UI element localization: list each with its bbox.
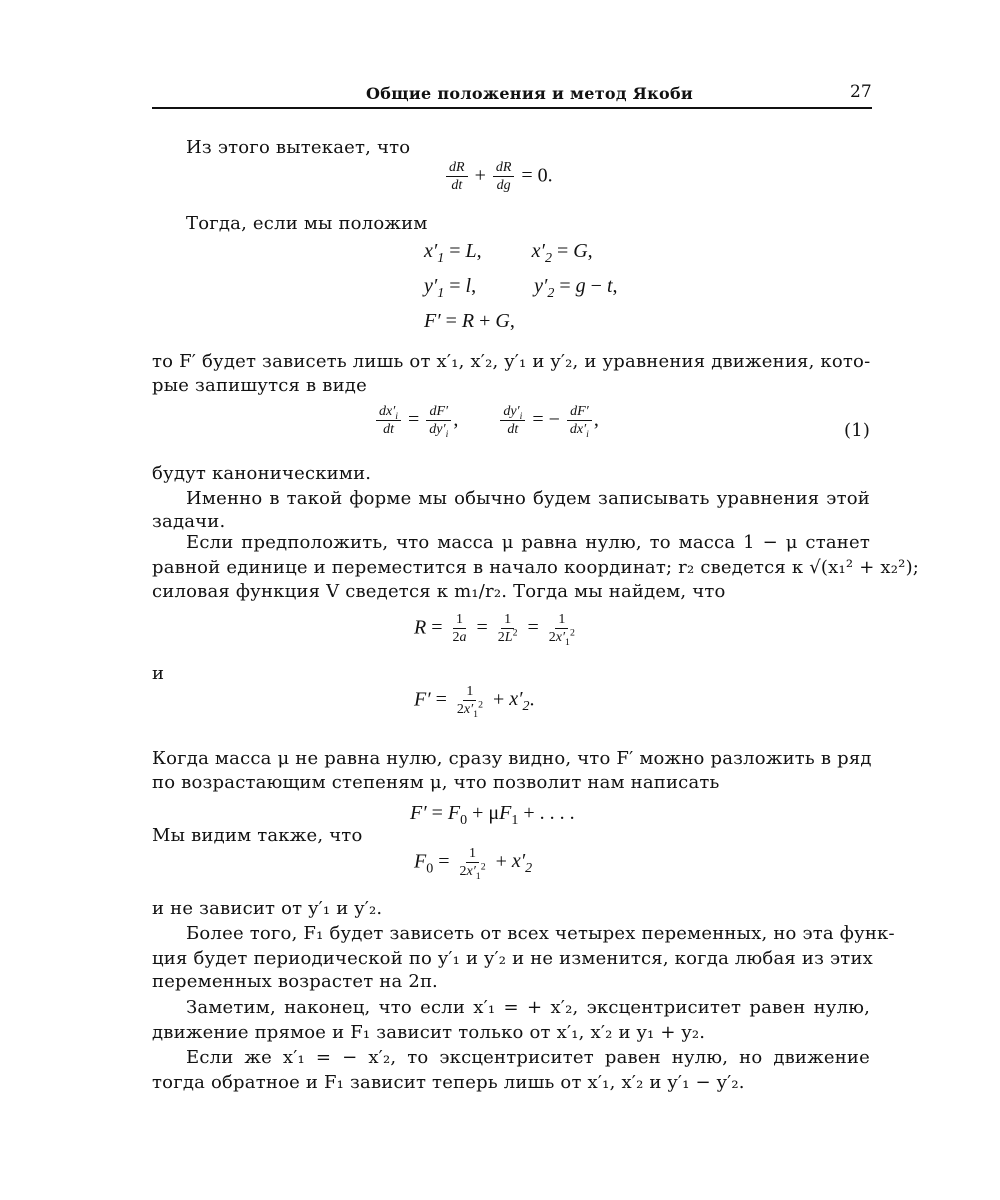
- equation-canonical: $\frac{dx'_i}{dt}$ = $\frac{dF'}{dy'_i}$ , $\frac{dy'_i}{dt}$ = − $\frac{dF'}{dx'_i}$ ,: [374, 404, 599, 438]
- eq-text-F0: F₀ = 1/(2x′₁²) + x′₂: [69, 1160, 80, 1161]
- paragraph-direct-line2: движение прямое и F₁ зависит только от x′₁, x′₂ и y₁ + y₂.: [152, 1022, 706, 1043]
- paragraph-mass-zero-line1: Если предположить, что масса μ равна нулю, то масса 1 − μ станет: [186, 532, 870, 553]
- equation-F-prime: F′ = $\frac{1}{2x'_1^2}$ + $x'_2$.: [414, 684, 535, 721]
- paragraph-form-line2: задачи.: [152, 511, 226, 532]
- paragraph-dependence-line2: рые запишутся в виде: [152, 375, 367, 396]
- page-number: 27: [850, 82, 872, 102]
- paragraph-periodic-line1: Более того, F₁ будет зависеть от всех четырех переменных, но эта функ-: [186, 923, 895, 944]
- eq-text-sub2: y′₁ = l, y′₂ = g − t,: [18, 1160, 28, 1161]
- equation-series: $F' = F_0 + \mu F_1$ + . . . .: [410, 802, 575, 828]
- equation-number: (1): [844, 420, 871, 441]
- paragraph-mass-zero-line3: силовая функция V сведется к m₁/r₂. Тогда мы найдем, что: [152, 581, 726, 602]
- equation-substitution-3: F′ = R + G,: [424, 310, 515, 332]
- header-rule: [152, 107, 872, 109]
- paragraph-dependence-line1: то F′ будет зависеть лишь от x′₁, x′₂, y′₁ и y′₂, и уравнения движения, кото-: [152, 351, 871, 372]
- paragraph-intro: Из этого вытекает, что: [186, 137, 411, 158]
- eq-text-sub1: x′₁ = L, x′₂ = G,: [10, 1160, 18, 1161]
- paragraph-form-line1: Именно в такой форме мы обычно будем записывать уравнения этой: [186, 488, 870, 509]
- eq-text-series: F′ = F₀ + μF₁ + . . . .: [59, 1160, 70, 1161]
- equation-substitution-1: $x'_1 = L$, $x'_2 = G$,: [424, 240, 593, 266]
- paragraph-suppose: Тогда, если мы положим: [186, 213, 428, 234]
- paragraph-mass-nonzero-line1: Когда масса μ не равна нулю, сразу видно, что F′ можно разложить в ряд: [152, 748, 872, 769]
- equation-R: R = $\frac{1}{2a}$ = $\frac{1}{2L^2}$ = $\frac{1}{2x'_1^2}$: [414, 612, 575, 649]
- paragraph-mass-zero-line2: равной единице и переместится в начало координат; r₂ сведется к √(x₁² + x₂²);: [152, 557, 920, 578]
- conjunction-and: и: [152, 663, 165, 684]
- equation-dR: $\frac{dR}{dt}$ + $\frac{dR}{dg}$ = 0.: [444, 160, 553, 194]
- paragraph-direct-line1: Заметим, наконец, что если x′₁ = + x′₂, эксцентриситет равен нулю,: [186, 997, 870, 1018]
- paragraph-periodic-line2: ция будет периодической по y′₁ и y′₂ и не изменится, когда любая из этих: [152, 948, 873, 969]
- eq-text-F: F′ = 1/(2x′₁²) + x′₂.: [49, 1160, 59, 1161]
- paragraph-mass-nonzero-line2: по возрастающим степеням μ, что позволит нам написать: [152, 772, 720, 793]
- paragraph-we-see: Мы видим также, что: [152, 825, 363, 846]
- equation-substitution-2: $y'_1 = l$, $y'_2 = g - t$,: [424, 275, 618, 301]
- paragraph-periodic-line3: переменных возрастет на 2π.: [152, 971, 438, 992]
- equation-text-carrier: [0, 1160, 1000, 1190]
- eq-text-R: R = 1/(2a) = 1/(2L²) = 1/(2x′₁²): [33, 1160, 50, 1161]
- paragraph-retrograde-line2: тогда обратное и F₁ зависит теперь лишь от x′₁, x′₂ и y′₁ − y′₂.: [152, 1072, 745, 1093]
- paragraph-canonical: будут каноническими.: [152, 463, 372, 484]
- running-header-title: Общие положения и метод Якоби: [366, 84, 694, 103]
- paragraph-retrograde-line1: Если же x′₁ = − x′₂, то эксцентриситет равен нулю, но движение: [186, 1047, 870, 1068]
- paragraph-independence: и не зависит от y′₁ и y′₂.: [152, 898, 383, 919]
- eq-text-dR: dR/dt + dR/dg = 0.: [0, 1160, 10, 1161]
- eq-text-sub3: F′ = R + G,: [27, 1160, 34, 1161]
- equation-F0: $F_0$ = $\frac{1}{2x'_1^2}$ + $x'_2$: [414, 846, 533, 883]
